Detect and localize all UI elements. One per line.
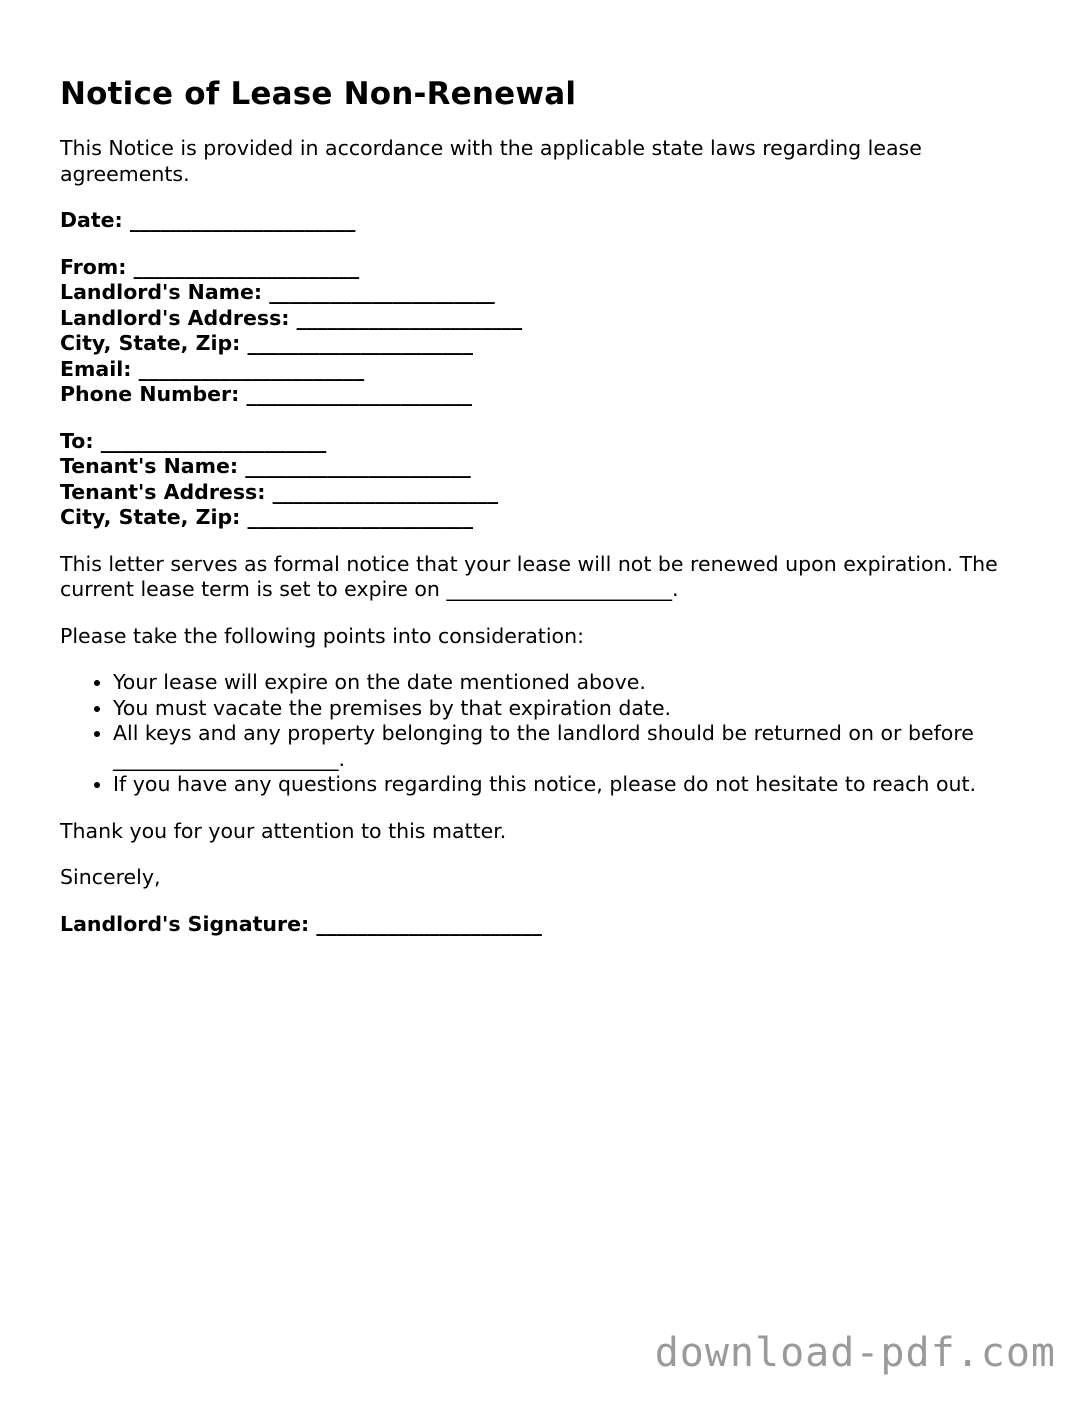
to-field: To: ______________________ xyxy=(60,428,327,453)
from-field: From: ______________________ xyxy=(60,254,360,279)
tenant-address-field: Tenant's Address: ______________________ xyxy=(60,479,499,504)
consideration-intro: Please take the following points into consideration: xyxy=(60,623,584,648)
tenant-city-state-zip-field: City, State, Zip: ______________________ xyxy=(60,505,473,529)
landlord-name-field: Landlord's Name: ______________________ xyxy=(60,280,495,304)
date-field: Date: ______________________ xyxy=(60,208,356,232)
document-page xyxy=(60,72,1030,958)
points-list xyxy=(60,670,1030,798)
from-section xyxy=(60,255,1030,408)
thanks-paragraph: Thank you for your attention to this matter. xyxy=(60,818,507,843)
closing: Sincerely, xyxy=(60,865,161,889)
list-item: • Your lease will expire on the date mentioned above. xyxy=(113,670,1030,696)
date-section xyxy=(60,208,1030,234)
list-item: • All keys and any property belonging to the landlord should be returned on or before ______________________. xyxy=(113,721,1030,772)
notice-paragraph: This letter serves as formal notice that your lease will not be renewed upon expiration. The current lease term is set to expire on ______________________. xyxy=(60,551,998,601)
tenant-name-field: Tenant's Name: ______________________ xyxy=(60,454,471,478)
expiration-date-blank: ______________________ xyxy=(446,577,672,601)
landlord-address-field: Landlord's Address: ______________________ xyxy=(60,305,523,330)
document-title: Notice of Lease Non-Renewal xyxy=(60,76,577,112)
landlord-phone-field: Phone Number: ______________________ xyxy=(60,382,472,406)
signature-section xyxy=(60,912,1030,938)
list-item: • You must vacate the premises by that expiration date. xyxy=(113,696,1030,722)
landlord-city-state-zip-field: City, State, Zip: ______________________ xyxy=(60,331,473,355)
watermark: download-pdf.com xyxy=(654,1330,1056,1376)
to-section xyxy=(60,429,1030,531)
landlord-signature-field: Landlord's Signature: ______________________ xyxy=(60,911,542,936)
list-item: • If you have any questions regarding this notice, please do not hesitate to reach out. xyxy=(113,772,1030,798)
intro-paragraph: This Notice is provided in accordance with the applicable state laws regarding lease agreements. xyxy=(60,136,922,186)
landlord-email-field: Email: ______________________ xyxy=(60,356,365,381)
